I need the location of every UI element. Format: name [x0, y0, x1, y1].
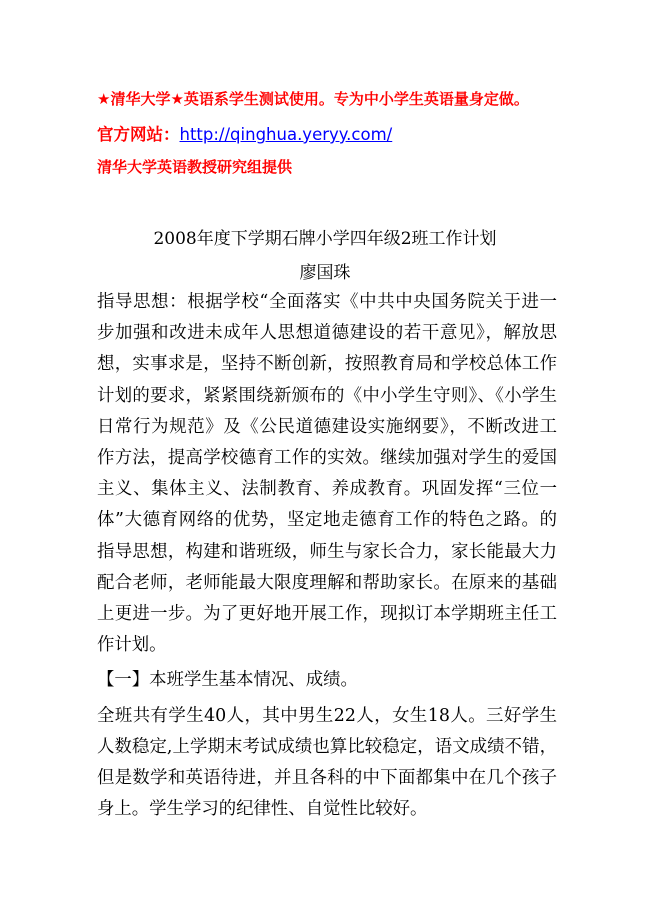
site-label: 官方网站： — [97, 125, 180, 144]
paragraph-class-situation: 全班共有学生40人，其中男生22人，女生18人。三好学生人数稳定,上学期末考试成绩也算比较稳定，语文成绩不错，但是数学和英语待进，并且各科的中下面都集中在几个孩子身上。学生学习的纪律性、自觉性比较好。 — [97, 705, 557, 820]
provider-line: 清华大学英语教授研究组提供 — [97, 158, 293, 176]
document-body — [97, 287, 557, 825]
site-url-link[interactable]: http://qinghua.yeryy.com/ — [179, 125, 393, 144]
section-heading: 【一】本班学生基本情况、成绩。 — [97, 670, 358, 691]
promo-banner: ★清华大学★英语系学生测试使用。专为中小学生英语量身定做。 — [97, 90, 529, 108]
document-author: 廖国珠 — [299, 263, 351, 283]
document-title: 2008年度下学期石牌小学四年级2班工作计划 — [153, 229, 497, 249]
official-site-line — [97, 121, 637, 145]
paragraph-guiding-ideology: 指导思想：根据学校“全面落实《中共中央国务院关于进一步加强和改进未成年人思想道德建设的若干意见》，解放思想，实事求是，坚持不断创新，按照教育局和学校总体工作计划的要求，紧紧围绕新颁布的《中小学生守则》、《小学生日常行为规范》及《公民道德建设实施纲要》，不断改进工作方法，提高学校德育工作的实效。继续加强对学生的爱国主义、集体主义、法制教育、养成教育。巩固发挥“三位一体”大德育网络的优势，坚定地走德育工作的特色之路。的指导思想，构建和谐班级，师生与家长合力，家长能最大力配合老师，老师能最大限度理解和帮助家长。在原来的基础上更进一步。为了更好地开展工作，现拟订本学期班主任工作计划。 — [97, 292, 557, 656]
